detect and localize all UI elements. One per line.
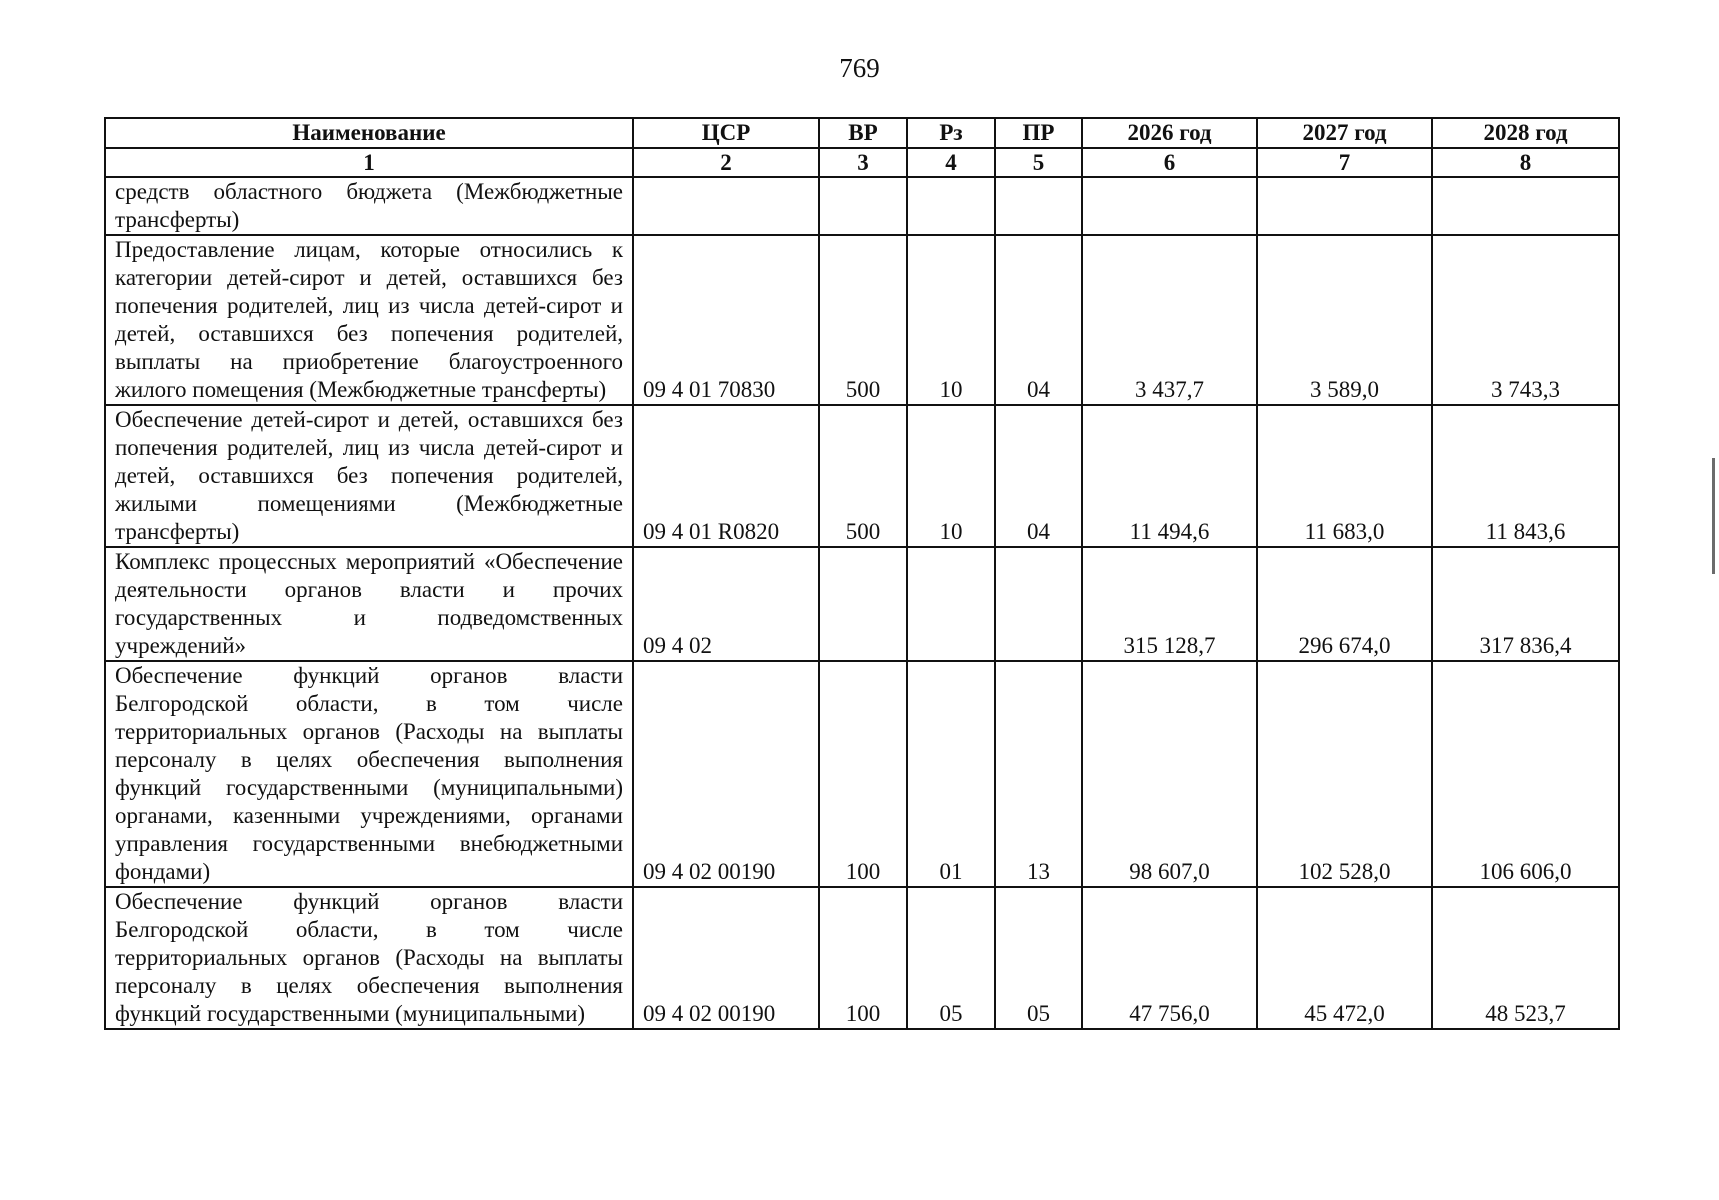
row-2028: 3 743,3 bbox=[1432, 235, 1619, 405]
row-2027: 11 683,0 bbox=[1257, 405, 1432, 547]
row-2027: 45 472,0 bbox=[1257, 887, 1432, 1029]
scan-edge-mark bbox=[1712, 458, 1715, 574]
header-vr: ВР bbox=[819, 118, 907, 148]
row-pr: 04 bbox=[995, 405, 1082, 547]
row-pr: 05 bbox=[995, 887, 1082, 1029]
row-pr: 13 bbox=[995, 661, 1082, 887]
column-number: 3 bbox=[819, 148, 907, 177]
row-name: Комплекс процессных мероприятий «Обеспечение деятельности органов власти и прочих государственных и подведомственных учреждений» bbox=[105, 547, 633, 661]
row-name: Обеспечение функций органов власти Белгородской области, в том числе территориальных органов (Расходы на выплаты персоналу в целях обеспечения выполнения функций государственными (муниципальными) bbox=[105, 887, 633, 1029]
row-pr bbox=[995, 177, 1082, 235]
table-row bbox=[105, 661, 1619, 887]
row-vr: 500 bbox=[819, 235, 907, 405]
row-pr: 04 bbox=[995, 235, 1082, 405]
column-number: 7 bbox=[1257, 148, 1432, 177]
row-rz bbox=[907, 177, 995, 235]
row-2028 bbox=[1432, 177, 1619, 235]
row-vr bbox=[819, 177, 907, 235]
row-2028: 48 523,7 bbox=[1432, 887, 1619, 1029]
header-csr: ЦСР bbox=[633, 118, 819, 148]
column-number: 4 bbox=[907, 148, 995, 177]
row-2026: 3 437,7 bbox=[1082, 235, 1257, 405]
row-csr: 09 4 02 00190 bbox=[633, 887, 819, 1029]
row-vr: 500 bbox=[819, 405, 907, 547]
row-name: Обеспечение детей-сирот и детей, оставшихся без попечения родителей, лиц из числа детей-сирот и детей, оставшихся без попечения родителей, жилыми помещениями (Межбюджетные трансферты) bbox=[105, 405, 633, 547]
table-row bbox=[105, 405, 1619, 547]
column-number: 1 bbox=[105, 148, 633, 177]
row-2027: 296 674,0 bbox=[1257, 547, 1432, 661]
row-2027: 3 589,0 bbox=[1257, 235, 1432, 405]
row-2026: 47 756,0 bbox=[1082, 887, 1257, 1029]
column-number-row bbox=[105, 148, 1619, 177]
column-number: 5 bbox=[995, 148, 1082, 177]
row-vr bbox=[819, 547, 907, 661]
row-rz: 10 bbox=[907, 405, 995, 547]
row-2027: 102 528,0 bbox=[1257, 661, 1432, 887]
row-2028: 11 843,6 bbox=[1432, 405, 1619, 547]
row-csr: 09 4 01 70830 bbox=[633, 235, 819, 405]
table-row bbox=[105, 547, 1619, 661]
row-csr: 09 4 02 bbox=[633, 547, 819, 661]
row-2026: 11 494,6 bbox=[1082, 405, 1257, 547]
row-name: Обеспечение функций органов власти Белгородской области, в том числе территориальных органов (Расходы на выплаты персоналу в целях обеспечения выполнения функций государственными (муниципальными) органами, казенными учреждениями, органами управления государственными внебюджетными фондами) bbox=[105, 661, 633, 887]
row-2027 bbox=[1257, 177, 1432, 235]
row-csr: 09 4 01 R0820 bbox=[633, 405, 819, 547]
row-2026: 315 128,7 bbox=[1082, 547, 1257, 661]
row-csr: 09 4 02 00190 bbox=[633, 661, 819, 887]
row-2026 bbox=[1082, 177, 1257, 235]
row-rz: 05 bbox=[907, 887, 995, 1029]
row-rz bbox=[907, 547, 995, 661]
header-2026: 2026 год bbox=[1082, 118, 1257, 148]
column-number: 6 bbox=[1082, 148, 1257, 177]
page-number: 769 bbox=[839, 53, 880, 83]
header-rz: Рз bbox=[907, 118, 995, 148]
table-row bbox=[105, 887, 1619, 1029]
header-name: Наименование bbox=[105, 118, 633, 148]
table-row bbox=[105, 235, 1619, 405]
row-csr bbox=[633, 177, 819, 235]
row-rz: 01 bbox=[907, 661, 995, 887]
row-vr: 100 bbox=[819, 887, 907, 1029]
table-row bbox=[105, 177, 1619, 235]
row-vr: 100 bbox=[819, 661, 907, 887]
row-name: Предоставление лицам, которые относились к категории детей-сирот и детей, оставшихся без попечения родителей, лиц из числа детей-сирот и детей, оставшихся без попечения родителей, выплаты на приобретение благоустроенного жилого помещения (Межбюджетные трансферты) bbox=[105, 235, 633, 405]
row-rz: 10 bbox=[907, 235, 995, 405]
row-2026: 98 607,0 bbox=[1082, 661, 1257, 887]
row-pr bbox=[995, 547, 1082, 661]
header-2028: 2028 год bbox=[1432, 118, 1619, 148]
column-number: 8 bbox=[1432, 148, 1619, 177]
header-pr: ПР bbox=[995, 118, 1082, 148]
header-2027: 2027 год bbox=[1257, 118, 1432, 148]
row-2028: 317 836,4 bbox=[1432, 547, 1619, 661]
row-name: средств областного бюджета (Межбюджетные трансферты) bbox=[105, 177, 633, 235]
header-row bbox=[105, 118, 1619, 148]
row-2028: 106 606,0 bbox=[1432, 661, 1619, 887]
budget-table bbox=[104, 117, 1620, 1030]
column-number: 2 bbox=[633, 148, 819, 177]
